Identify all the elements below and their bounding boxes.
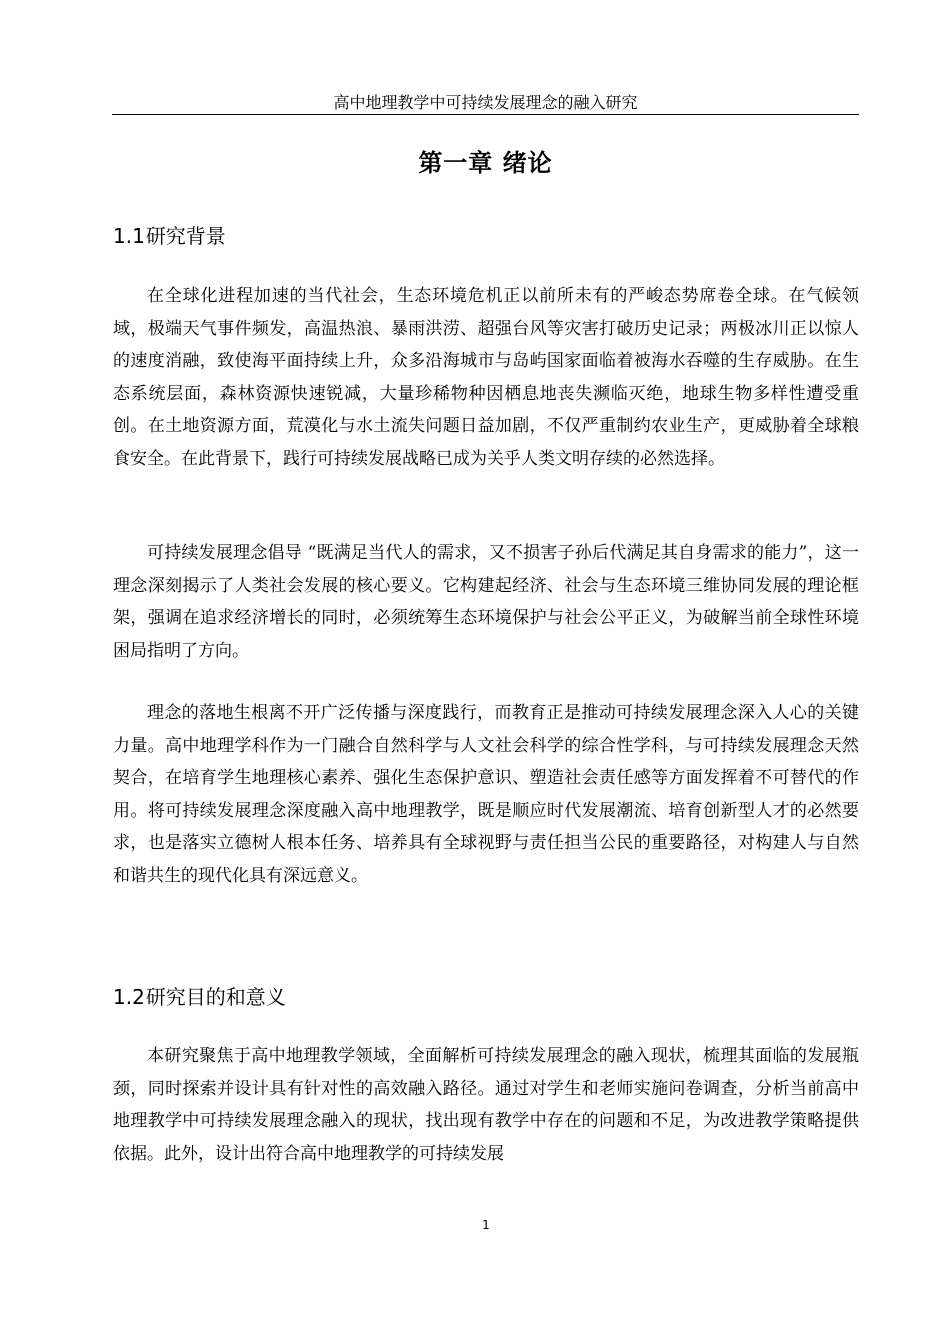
- section-title: 研究背景: [145, 224, 226, 248]
- chapter-title: 第一章 绪论: [418, 149, 553, 177]
- running-header: 高中地理教学中可持续发展理念的融入研究: [333, 93, 638, 112]
- paragraph-background-1: 在全球化进程加速的当代社会，生态环境危机正以前所未有的严峻态势席卷全球。在气候领域，极端天气事件频发，高温热浪、暴雨洪涝、超强台风等灾害打破历史记录；两极冰川正以惊人的速度消融，致使海平面持续上升，众多沿海城市与岛屿国家面临着被海水吞噬的生存威胁。在生态系统层面，森林资源快速锐减，大量珍稀物种因栖息地丧失濒临灭绝，地球生物多样性遭受重创。在土地资源方面，荒漠化与水土流失问题日益加剧，不仅严重制约农业生产，更威胁着全球粮食安全。在此背景下，践行可持续发展战略已成为关乎人类文明存续的必然选择。: [113, 286, 859, 469]
- header-rule: [112, 114, 859, 115]
- section-heading-1-1: [113, 222, 226, 250]
- paragraph-purpose-1: 本研究聚焦于高中地理教学领域，全面解析可持续发展理念的融入现状，梳理其面临的发展瓶颈，同时探索并设计具有针对性的高效融入路径。通过对学生和老师实施问卷调查，分析当前高中地理教学中可持续发展理念融入的现状，找出现有教学中存在的问题和不足，为改进教学策略提供依据。此外，设计出符合高中地理教学的可持续发展: [113, 1046, 859, 1164]
- page-number: 1: [482, 1218, 490, 1232]
- section-number: 1.2: [113, 985, 145, 1009]
- section-number: 1.1: [113, 224, 145, 248]
- section-heading-1-2: [113, 983, 286, 1011]
- paragraph-background-3: 理念的落地生根离不开广泛传播与深度践行，而教育正是推动可持续发展理念深入人心的关键力量。高中地理学科作为一门融合自然科学与人文社会科学的综合性学科，与可持续发展理念天然契合，在培育学生地理核心素养、强化生态保护意识、塑造社会责任感等方面发挥着不可替代的作用。将可持续发展理念深度融入高中地理教学，既是顺应时代发展潮流、培育创新型人才的必然要求，也是落实立德树人根本任务、培养具有全球视野与责任担当公民的重要路径，对构建人与自然和谐共生的现代化具有深远意义。: [113, 703, 859, 886]
- paragraph-background-2: 可持续发展理念倡导 “既满足当代人的需求，又不损害子孙后代满足其自身需求的能力”，这一理念深刻揭示了人类社会发展的核心要义。它构建起经济、社会与生态环境三维协同发展的理论框架，强调在追求经济增长的同时，必须统筹生态环境保护与社会公平正义，为破解当前全球性环境困局指明了方向。: [113, 543, 859, 661]
- section-title: 研究目的和意义: [145, 985, 286, 1009]
